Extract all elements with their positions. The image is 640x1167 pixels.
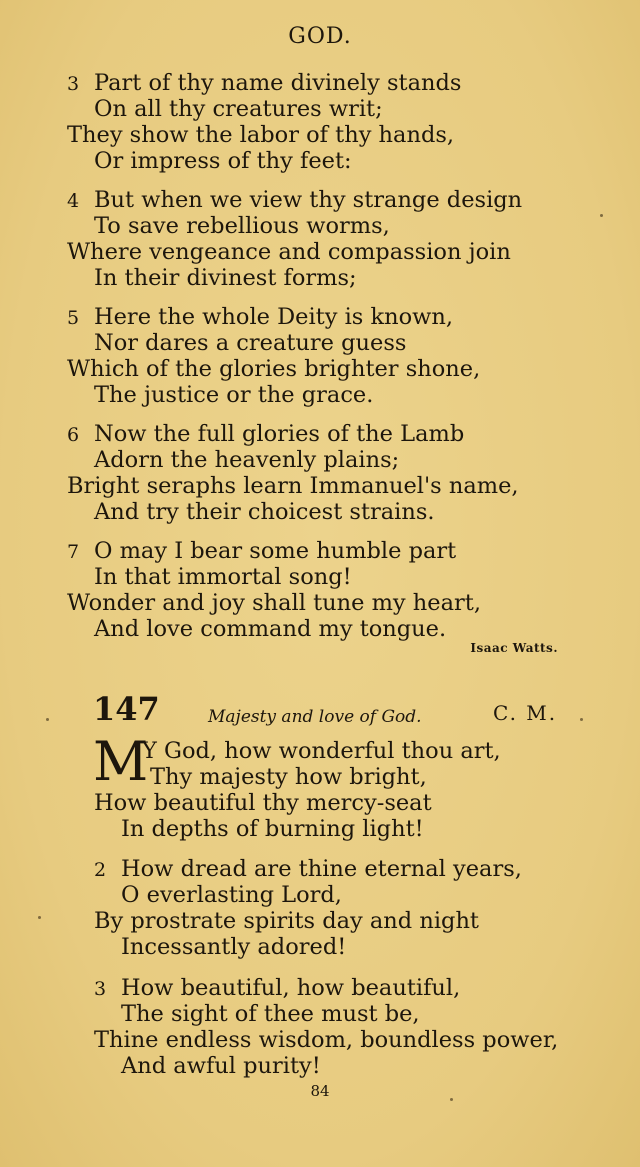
stanza-number: 5 — [67, 307, 80, 329]
stanza-number: 7 — [67, 541, 80, 563]
verse-line: Part of thy name divinely stands — [94, 70, 462, 96]
verse-line: The sight of thee must be, — [121, 1001, 420, 1027]
print-speck — [580, 718, 583, 721]
verse-line: To save rebellious worms, — [94, 213, 390, 239]
hymn-meter: C. M. — [493, 701, 558, 725]
stanza-number: 2 — [94, 859, 107, 881]
stanza-first-line — [67, 70, 461, 97]
verse-line: O everlasting Lord, — [121, 882, 342, 908]
stanza-number: 3 — [67, 73, 80, 95]
verse-line: In depths of burning light! — [121, 816, 424, 842]
page-number: 84 — [310, 1082, 330, 1100]
stanza-number: 4 — [67, 190, 80, 212]
stanza-first-line — [67, 421, 464, 448]
verse-line: Thy majesty how bright, — [150, 764, 427, 790]
hymn-number: 147 — [93, 690, 160, 728]
stanza-first-line — [67, 538, 456, 565]
verse-line: Adorn the heavenly plains; — [94, 447, 400, 473]
verse-line: And love command my tongue. — [94, 616, 447, 642]
print-speck — [600, 214, 603, 217]
print-speck — [450, 1098, 453, 1101]
stanza-first-line — [67, 304, 453, 331]
verse-line: The justice or the grace. — [94, 382, 374, 408]
verse-line: O may I bear some humble part — [94, 538, 457, 564]
hymn-title: Majesty and love of God. — [208, 707, 422, 727]
verse-line: Here the whole Deity is known, — [94, 304, 454, 330]
print-speck — [38, 916, 41, 919]
verse-line: In that immortal song! — [94, 564, 352, 590]
verse-line: And awful purity! — [121, 1053, 321, 1079]
verse-line: Incessantly adored! — [121, 934, 347, 960]
verse-line: They show the labor of thy hands, — [67, 122, 455, 148]
verse-line: Now the full glories of the Lamb — [94, 421, 465, 447]
verse-line: Wonder and joy shall tune my heart, — [67, 590, 481, 616]
verse-line: Where vengeance and compassion join — [67, 239, 511, 265]
verse-line: How dread are thine eternal years, — [121, 856, 522, 882]
stanza-first-line — [94, 856, 522, 883]
stanza-number: 6 — [67, 424, 80, 446]
verse-line: Bright seraphs learn Immanuel's name, — [67, 473, 519, 499]
verse-line: By prostrate spirits day and night — [94, 908, 479, 934]
verse-line: How beautiful, how beautiful, — [121, 975, 461, 1001]
verse-line: Y God, how wonderful thou art, — [142, 738, 501, 764]
verse-line: Which of the glories brighter shone, — [67, 356, 481, 382]
verse-line: Or impress of thy feet: — [94, 148, 352, 174]
stanza-first-line — [67, 187, 522, 214]
print-speck — [46, 718, 49, 721]
verse-line: How beautiful thy mercy-seat — [94, 790, 432, 816]
verse-line: In their divinest forms; — [94, 265, 357, 291]
verse-line: But when we view thy strange design — [94, 187, 523, 213]
stanza-first-line — [94, 975, 460, 1002]
drop-cap: M — [93, 730, 149, 793]
verse-line: And try their choicest strains. — [94, 499, 435, 525]
stanza-number: 3 — [94, 978, 107, 1000]
verse-line: On all thy creatures writ; — [94, 96, 383, 122]
verse-line: Nor dares a creature guess — [94, 330, 407, 356]
running-head: GOD. — [288, 24, 352, 49]
verse-line: Thine endless wisdom, boundless power, — [94, 1027, 559, 1053]
author-attribution: Isaac Watts. — [470, 641, 558, 655]
